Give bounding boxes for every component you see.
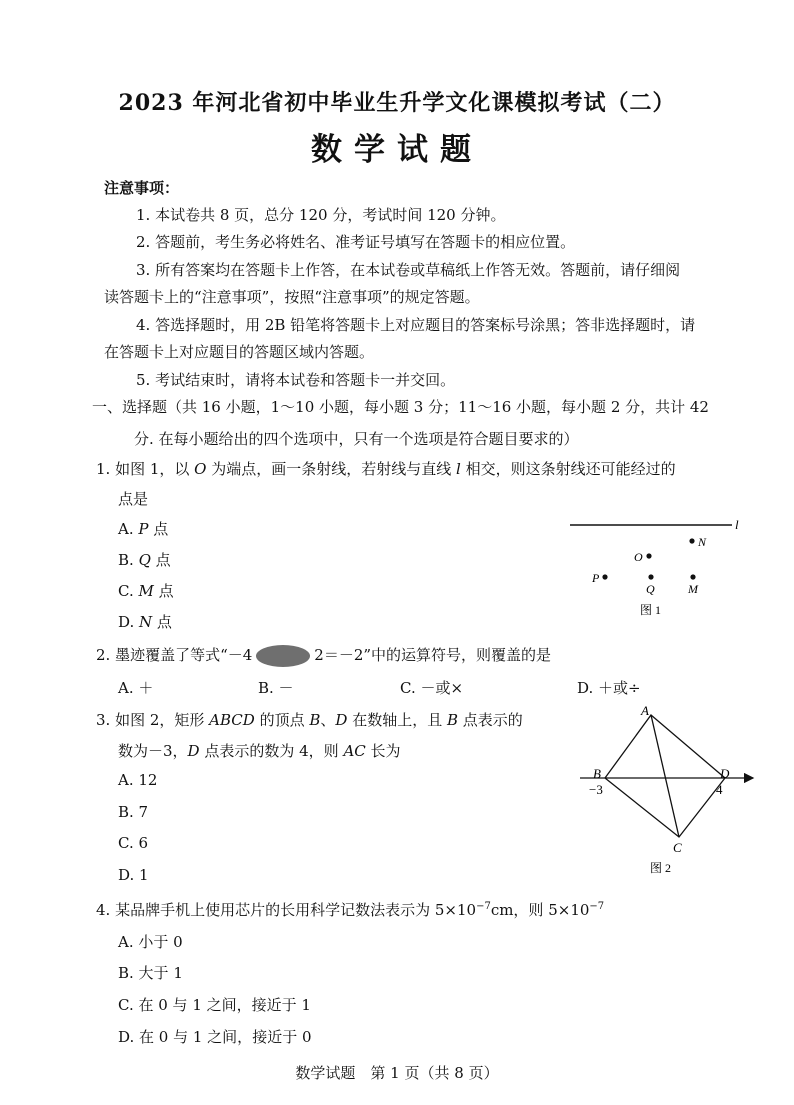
figure-1-caption: 图 1	[640, 603, 662, 617]
notice-item-4-cont: 在答题卡上对应题目的答题区域内答题。	[104, 343, 375, 361]
q3-option-b[interactable]: B. 7	[118, 803, 149, 821]
vertex-d-label: D	[720, 766, 730, 781]
tick-b-label: −3	[589, 782, 603, 797]
exam-title: 2023 年河北省初中毕业生升学文化课模拟考试（二）	[118, 90, 676, 116]
point-q	[648, 574, 653, 579]
q3-stem-cont: 数为－3，D 点表示的数为 4，则 AC 长为	[118, 742, 401, 760]
q2-option-b[interactable]: B. －	[258, 679, 294, 697]
notice-item-3-cont: 读答题卡上的“注意事项”，按照“注意事项”的规定答题。	[104, 288, 480, 306]
vertex-b-label: B	[593, 766, 601, 781]
page-footer: 数学试题 第 1 页（共 8 页）	[295, 1064, 499, 1082]
q3-stem: 3. 如图 2，矩形 ABCD 的顶点 B、D 在数轴上，且 B 点表示的	[96, 711, 523, 729]
section-heading: 一、选择题（共 16 小题，1～10 小题，每小题 3 分；11～16 小题，每小题 2 分，共计 42	[92, 398, 709, 416]
q3-option-a[interactable]: A. 12	[118, 771, 158, 789]
figure-1	[560, 512, 750, 622]
point-p-label: P	[592, 571, 600, 585]
figure-2	[575, 700, 760, 880]
q3-option-c[interactable]: C. 6	[118, 834, 149, 852]
point-p	[602, 574, 607, 579]
q1-option-d[interactable]: D. N 点	[118, 613, 172, 631]
q1-option-c[interactable]: C. M 点	[118, 582, 174, 600]
q2-stem: 2. 墨迹覆盖了等式“－4 2＝－2”中的运算符号，则覆盖的是	[96, 644, 551, 667]
notice-item-5: 5. 考试结束时，请将本试卷和答题卡一并交回。	[136, 371, 456, 389]
figure-2-caption: 图 2	[650, 861, 672, 875]
section-heading-cont: 分. 在每小题给出的四个选项中，只有一个选项是符合题目要求的）	[134, 430, 579, 448]
q1-option-b[interactable]: B. Q 点	[118, 551, 171, 569]
q1-stem-cont: 点是	[118, 490, 149, 508]
notice-item-4: 4. 答选择题时，用 2B 铅笔将答题卡上对应题目的答案标号涂黑；答非选择题时，请	[136, 316, 696, 334]
q4-option-a[interactable]: A. 小于 0	[118, 933, 183, 951]
subject-title: 数学试题	[311, 132, 483, 168]
q1-option-a[interactable]: A. P 点	[118, 520, 169, 538]
q2-option-a[interactable]: A. ＋	[118, 679, 154, 697]
ink-blot	[256, 645, 310, 667]
notice-item-1: 1. 本试卷共 8 页，总分 120 分，考试时间 120 分钟。	[136, 206, 506, 224]
tick-d-label: 4	[716, 782, 723, 797]
point-m-label: M	[688, 582, 698, 596]
vertex-c-label: C	[673, 840, 682, 855]
vertex-a-label: A	[641, 703, 649, 718]
line-l-label: l	[735, 517, 739, 532]
point-n	[689, 538, 694, 543]
q4-option-d[interactable]: D. 在 0 与 1 之间，接近于 0	[118, 1028, 312, 1046]
point-m	[690, 574, 695, 579]
notice-heading: 注意事项：	[104, 179, 180, 197]
point-q-label: Q	[646, 582, 655, 596]
point-o	[646, 553, 651, 558]
q2-option-d[interactable]: D. ＋或÷	[577, 679, 641, 697]
q4-option-c[interactable]: C. 在 0 与 1 之间，接近于 1	[118, 996, 311, 1014]
point-n-label: N	[698, 535, 707, 549]
point-o-label: O	[634, 550, 643, 564]
q2-option-c[interactable]: C. －或×	[400, 679, 464, 697]
q4-stem: 4. 某品牌手机上使用芯片的长用科学记数法表示为 $5\times 10^{-7}cm$，则 $5\times 10^{-7}$	[96, 901, 605, 919]
notice-item-2: 2. 答题前，考生务必将姓名、准考证号填写在答题卡的相应位置。	[136, 233, 576, 251]
notice-item-3: 3. 所有答案均在答题卡上作答，在本试卷或草稿纸上作答无效。答题前，请仔细阅	[136, 261, 681, 279]
q3-option-d[interactable]: D. 1	[118, 866, 149, 884]
q1-stem: 1. 如图 1，以 O 为端点，画一条射线，若射线与直线 l 相交，则这条射线还可能经过的	[96, 460, 676, 478]
q4-option-b[interactable]: B. 大于 1	[118, 964, 183, 982]
